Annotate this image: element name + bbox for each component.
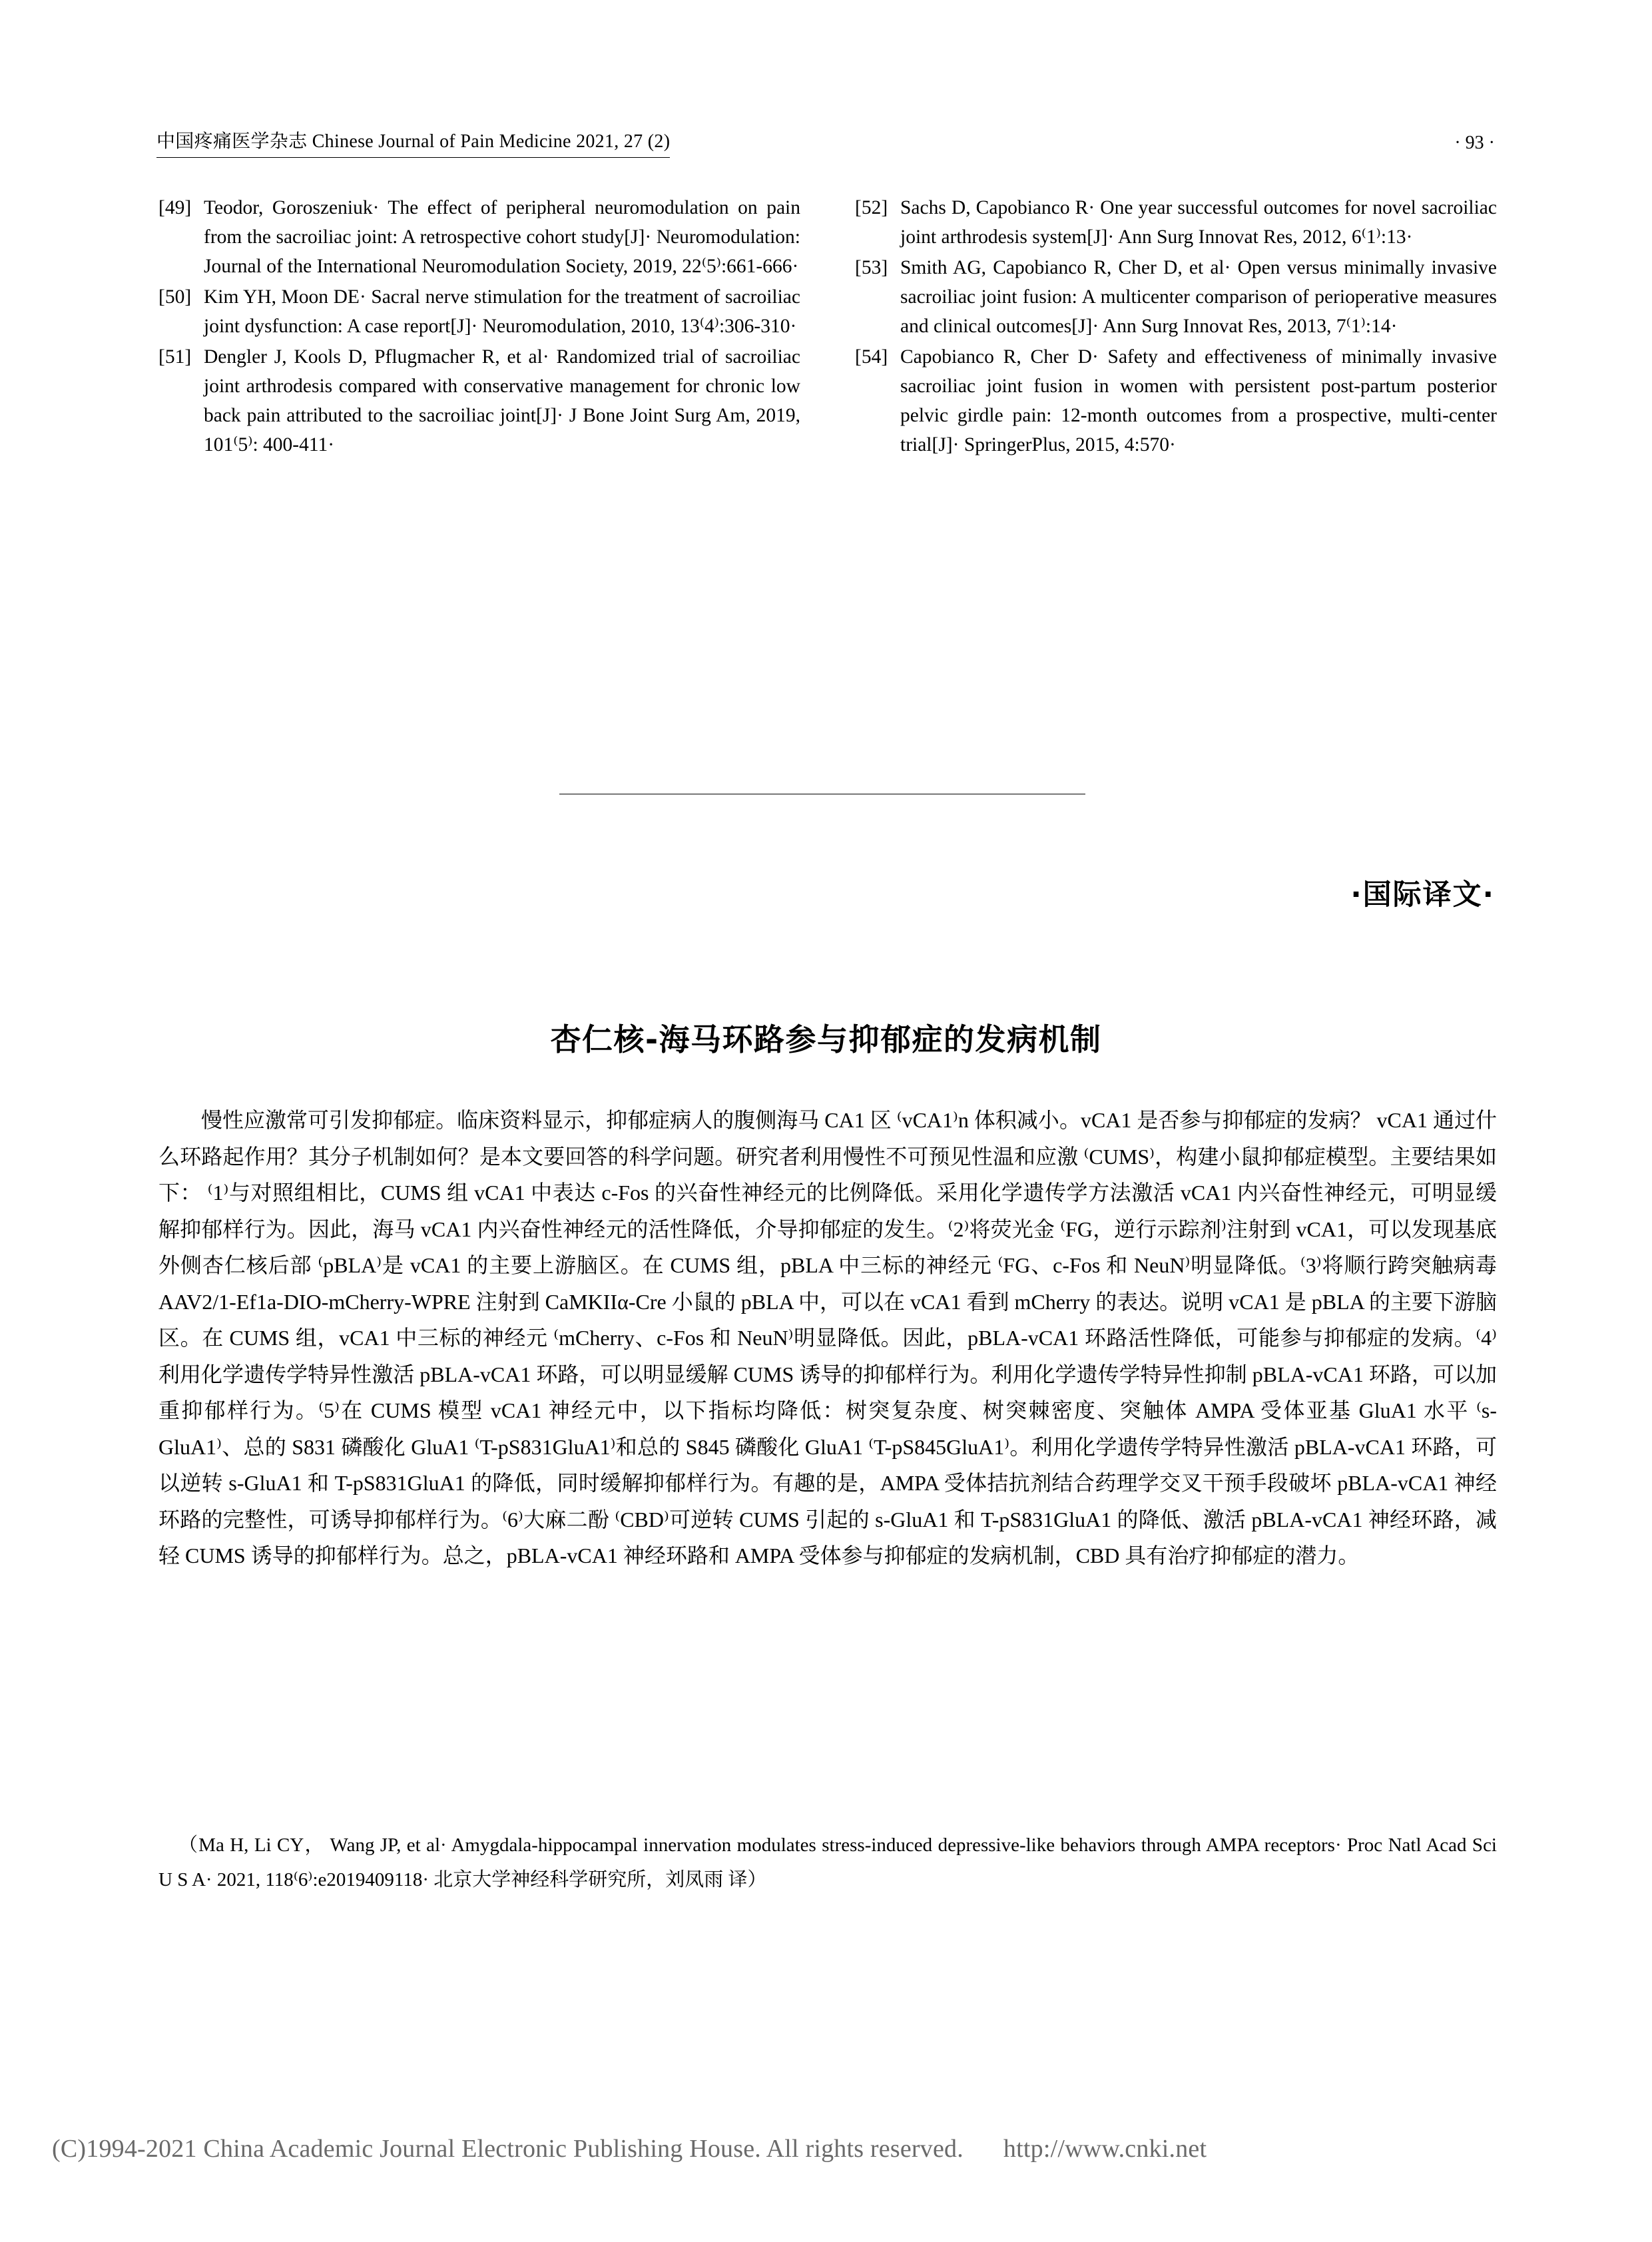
source-citation: （Ma H, Li CY， Wang JP, et al· Amygdala-hippocampal innervation modulates stress-induced depressive-like behaviors through AMPA receptors· Proc Natl Acad Sci U S A· 2021, 118⁽6⁾:e2019409118· 北京大学神经科学研究所，刘凤雨 译） xyxy=(158,1834,1497,1890)
section-marker: ·国际译文· xyxy=(1350,878,1495,912)
footer-copyright-bar xyxy=(52,2134,1600,2163)
reference-item xyxy=(158,342,800,459)
reference-text: Kim YH, Moon DE· Sacral nerve stimulation for the treatment of sacroiliac joint dysfunction: A case report[J]· Neuromodulation, 2010, 13⁽4⁾:306-310· xyxy=(204,286,800,337)
reference-item xyxy=(158,193,800,281)
article-body-paragraph: 慢性应激常可引发抑郁症。临床资料显示，抑郁症病人的腹侧海马 CA1 区 ⁽vCA1⁾n 体积减小。vCA1 是否参与抑郁症的发病？ vCA1 通过什么环路起作用？其分子机制如何？是本文要回答的科学问题。研究者利用慢性不可预见性温和应激 ⁽CUMS⁾，构建小鼠抑郁症模型。主要结果如下： ⁽1⁾与对照组相比，CUMS 组 vCA1 中表达 c-Fos 的兴奋性神经元的比例降低。采用化学遗传学方法激活 vCA1 内兴奋性神经元，可明显缓解抑郁样行为。因此，海马 vCA1 内兴奋性神经元的活性降低，介导抑郁症的发生。⁽2⁾将荧光金 ⁽FG，逆行示踪剂⁾注射到 vCA1，可以发现基底外侧杏仁核后部 ⁽pBLA⁾是 vCA1 的主要上游脑区。在 CUMS 组，pBLA 中三标的神经元 ⁽FG、c-Fos 和 NeuN⁾明显降低。⁽3⁾将顺行跨突触病毒 AAV2/1-Ef1a-DIO-mCherry-WPRE 注射到 CaMKIIα-Cre 小鼠的 pBLA 中，可以在 vCA1 看到 mCherry 的表达。说明 vCA1 是 pBLA 的主要下游脑区。在 CUMS 组，vCA1 中三标的神经元 ⁽mCherry、c-Fos 和 NeuN⁾明显降低。因此，pBLA-vCA1 环路活性降低，可能参与抑郁症的发病。⁽4⁾利用化学遗传学特异性激活 pBLA-vCA1 环路，可以明显缓解 CUMS 诱导的抑郁样行为。利用化学遗传学特异性抑制 pBLA-vCA1 环路，可以加重抑郁样行为。⁽5⁾在 CUMS 模型 vCA1 神经元中，以下指标均降低：树突复杂度、树突棘密度、突触体 AMPA 受体亚基 GluA1 水平 ⁽s-GluA1⁾、总的 S831 磷酸化 GluA1 ⁽T-pS831GluA1⁾和总的 S845 磷酸化 GluA1 ⁽T-pS845GluA1⁾。利用化学遗传学特异性激活 pBLA-vCA1 环路，可以逆转 s-GluA1 和 T-pS831GluA1 的降低，同时缓解抑郁样行为。有趣的是，AMPA 受体拮抗剂结合药理学交叉干预手段破坏 pBLA-vCA1 神经环路的完整性，可诱导抑郁样行为。⁽6⁾大麻二酚 ⁽CBD⁾可逆转 CUMS 引起的 s-GluA1 和 T-pS831GluA1 的降低、激活 pBLA-vCA1 神经环路，减轻 CUMS 诱导的抑郁样行为。总之，pBLA-vCA1 神经环路和 AMPA 受体参与抑郁症的发病机制，CBD 具有治疗抑郁症的潜力。 xyxy=(158,1108,1497,1567)
page-number: · 93 · xyxy=(1454,133,1495,153)
reference-number: [53] xyxy=(855,257,888,278)
cnki-url: http://www.cnki.net xyxy=(1003,2135,1207,2163)
reference-column-left xyxy=(158,193,800,461)
article-body xyxy=(158,1102,1497,1574)
reference-text: Dengler J, Kools D, Pflugmacher R, et al· Randomized trial of sacroiliac joint arthrodesis compared with conservative management for chronic low back pain attributed to the sacroiliac joint[J]· J Bone Joint Surg Am, 2019, 101⁽5⁾: 400-411· xyxy=(204,346,800,455)
reference-text: Teodor, Goroszeniuk· The effect of peripheral neuromodulation on pain from the sacroiliac joint: A retrospective cohort study[J]· Neuromodulation: Journal of the International Neuromodulation Society, 2019, 22⁽5⁾:661-666· xyxy=(204,197,800,277)
copyright-text: (C)1994-2021 China Academic Journal Electronic Publishing House. All rights reserved. xyxy=(52,2135,964,2163)
reference-number: [49] xyxy=(158,197,192,218)
reference-number: [50] xyxy=(158,286,192,308)
reference-column-right xyxy=(855,193,1497,461)
reference-text: Sachs D, Capobianco R· One year successful outcomes for novel sacroiliac joint arthrodesis system[J]· Ann Surg Innovat Res, 2012, 6⁽1⁾:13· xyxy=(900,197,1497,248)
reference-number: [51] xyxy=(158,346,192,368)
reference-item xyxy=(158,282,800,341)
reference-text: Smith AG, Capobianco R, Cher D, et al· Open versus minimally invasive sacroiliac joint fusion: A multicenter comparison of perioperative measures and clinical outcomes[J]· Ann Surg Innovat Res, 2013, 7⁽1⁾:14· xyxy=(900,257,1497,337)
reference-item xyxy=(855,253,1497,341)
reference-number: [54] xyxy=(855,346,888,368)
reference-list xyxy=(158,193,1497,461)
reference-item xyxy=(855,193,1497,252)
journal-title-line: 中国疼痛医学杂志 Chinese Journal of Pain Medicine 2021, 27 (2) xyxy=(156,127,670,158)
reference-text: Capobianco R, Cher D· Safety and effectiveness of minimally invasive sacroiliac joint fusion in women with persistent post-partum posterior pelvic girdle pain: 12-month outcomes from a prospective, multi-center trial[J]· SpringerPlus, 2015, 4:570· xyxy=(900,346,1497,455)
article-title: 杏仁核-海马环路参与抑郁症的发病机制 xyxy=(550,1021,1102,1057)
reference-number: [52] xyxy=(855,197,888,218)
reference-item xyxy=(855,342,1497,459)
article-source xyxy=(158,1828,1497,1897)
running-head xyxy=(156,127,1495,158)
